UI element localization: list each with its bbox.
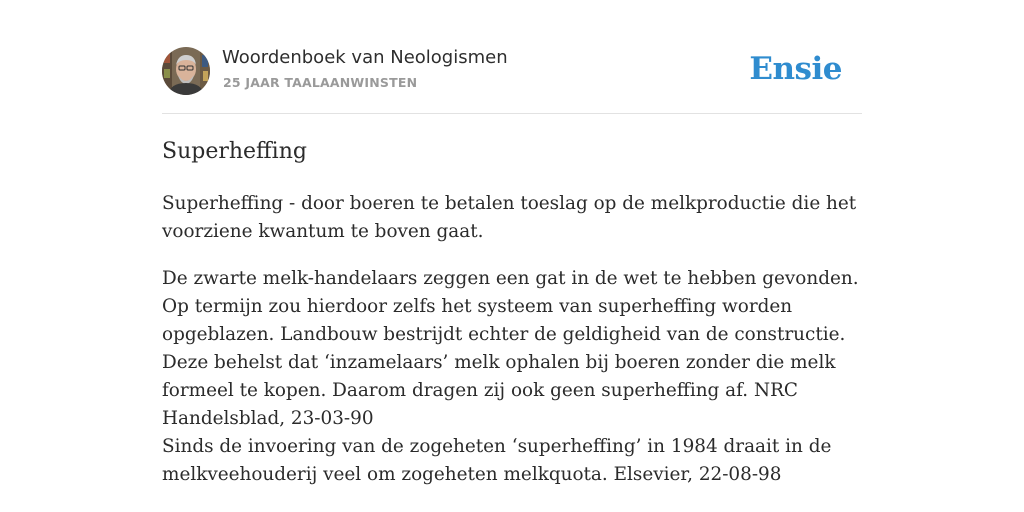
header — [162, 0, 862, 114]
citation-quote: Sinds de invoering van de zogeheten ‘superheffing’ in 1984 draait in de melkveehouderij veel om zogeheten melkquota. Elsevier, 22-08-98 — [162, 436, 832, 485]
dictionary-subtitle: 25 JAAR TAALAANWINSTEN — [223, 75, 418, 90]
ensie-logo-link[interactable]: Ensie — [749, 51, 842, 87]
entry-page — [162, 0, 862, 485]
entry-definition: Superheffing - door boeren te betalen toeslag op de melkproductie die het voorziene kwantum te boven gaat. — [162, 193, 857, 242]
citation-quote: De zwarte melk-handelaars zeggen een gat in de wet te hebben gevonden. Op termijn zou hierdoor zelfs het systeem van superheffing worden opgeblazen. Landbouw bestrijdt echter de geldigheid van de constructie. Deze behelst dat ‘inzamelaars’ melk ophalen bij boeren zonder die melk formeel te kopen. Daarom dragen zij ook geen superheffing af. NRC Handelsblad, 23-03-90 — [162, 268, 859, 429]
dictionary-title[interactable]: Woordenboek van Neologismen — [222, 47, 508, 68]
author-avatar-icon[interactable] — [162, 47, 210, 95]
entry-term: Superheffing — [162, 139, 307, 164]
portrait-image — [162, 47, 210, 95]
